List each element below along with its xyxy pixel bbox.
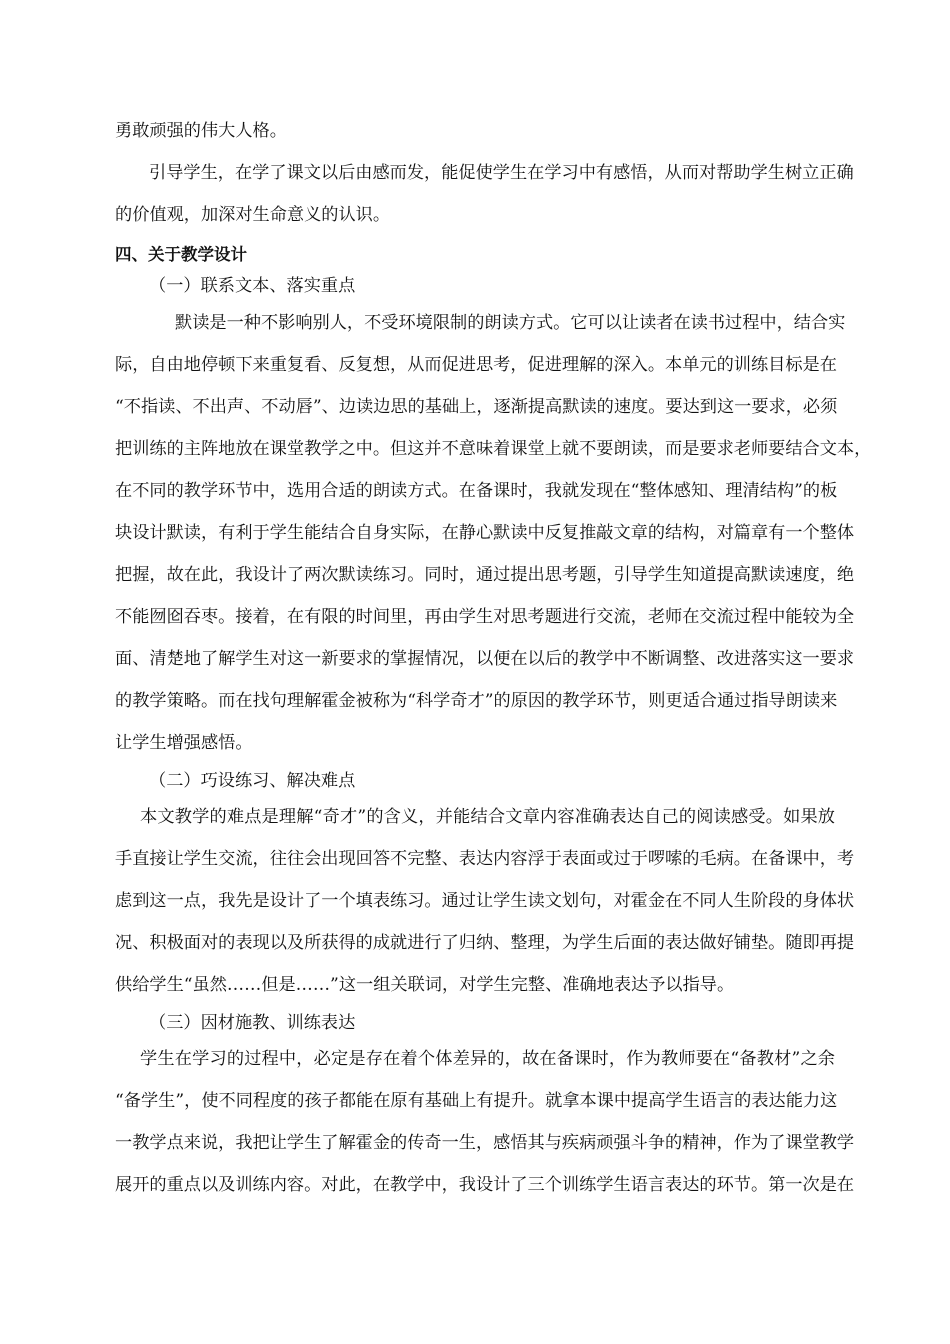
paragraph-line: 默读是一种不影响别人，不受环境限制的朗读方式。它可以让读者在读书过程中，结合实 [175, 313, 846, 333]
paragraph-line: 把训练的主阵地放在课堂教学之中。但这并不意味着课堂上就不要朗读，而是要求老师要结合文本， [115, 439, 872, 459]
paragraph-line: 手直接让学生交流，往往会出现回答不完整、表达内容浮于表面或过于啰嗦的毛病。在备课中，考 [115, 849, 855, 869]
paragraph-line: 把握，故在此，我设计了两次默读练习。同时，通过提出思考题，引导学生知道提高默读速度，绝 [115, 565, 855, 585]
paragraph-line: 虑到这一点，我先是设计了一个填表练习。通过让学生读文划句，对霍金在不同人生阶段的身体状 [115, 891, 855, 911]
paragraph-line: 让学生增强感悟。 [115, 733, 253, 753]
paragraph-line: “不指读、不出声、不动唇”、边读边思的基础上，逐渐提高默读的速度。要达到这一要求，必须 [115, 397, 838, 417]
section-heading: 四、关于教学设计 [115, 245, 247, 264]
paragraph-line: 的教学策略。而在找句理解霍金被称为“科学奇才”的原因的教学环节，则更适合通过指导朗读来 [115, 691, 838, 711]
subsection-heading: （一）联系文本、落实重点 [149, 276, 356, 296]
paragraph-line: 块设计默读，有利于学生能结合自身实际，在静心默读中反复推敲文章的结构，对篇章有一个整体 [115, 523, 855, 543]
paragraph-line: “备学生”，使不同程度的孩子都能在原有基础上有提升。就拿本课中提高学生语言的表达能力这 [115, 1091, 838, 1111]
paragraph-line: 不能囫囵吞枣。接着，在有限的时间里，再由学生对思考题进行交流，老师在交流过程中能较为全 [115, 607, 855, 627]
paragraph-line: 面、清楚地了解学生对这一新要求的掌握情况，以便在以后的教学中不断调整、改进落实这一要求 [115, 649, 855, 669]
paragraph-line: 勇敢顽强的伟大人格。 [115, 121, 287, 141]
paragraph-line: 在不同的教学环节中，选用合适的朗读方式。在备课时，我就发现在“整体感知、理清结构”的板 [115, 481, 838, 501]
paragraph-line: 展开的重点以及训练内容。对此，在教学中，我设计了三个训练学生语言表达的环节。第一次是在 [115, 1175, 855, 1195]
paragraph-line: 引导学生，在学了课文以后由感而发，能促使学生在学习中有感悟，从而对帮助学生树立正确 [149, 163, 854, 183]
paragraph-line: 况、积极面对的表现以及所获得的成就进行了归纳、整理，为学生后面的表达做好铺垫。随即再提 [115, 933, 855, 953]
paragraph-line: 本文教学的难点是理解“奇才”的含义，并能结合文章内容准确表达自己的阅读感受。如果放 [140, 807, 835, 827]
paragraph-line: 一教学点来说，我把让学生了解霍金的传奇一生，感悟其与疾病顽强斗争的精神，作为了课堂教学 [115, 1133, 855, 1153]
subsection-heading: （三）因材施教、训练表达 [149, 1013, 356, 1033]
paragraph-line: 供给学生“虽然……但是……”这一组关联词，对学生完整、准确地表达予以指导。 [115, 975, 735, 995]
paragraph-line: 际，自由地停顿下来重复看、反复想，从而促进思考，促进理解的深入。本单元的训练目标是在 [115, 355, 837, 375]
paragraph-line: 学生在学习的过程中，必定是存在着个体差异的，故在备课时，作为教师要在“备教材”之余 [140, 1049, 835, 1069]
subsection-heading: （二）巧设练习、解决难点 [149, 771, 356, 791]
paragraph-line: 的价值观，加深对生命意义的认识。 [115, 205, 391, 225]
